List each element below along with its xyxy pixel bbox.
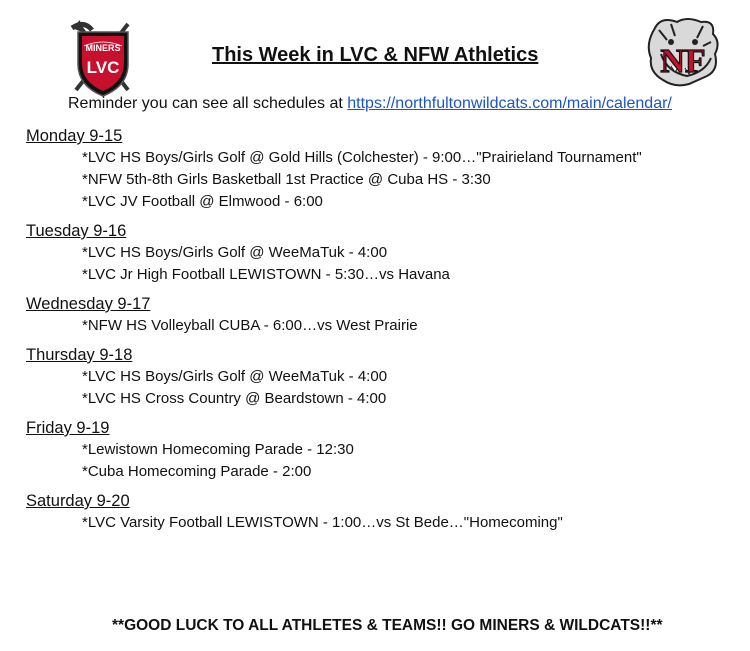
lvc-miners-logo bbox=[70, 18, 136, 98]
event-item: *Cuba Homecoming Parade - 2:00 bbox=[82, 463, 312, 480]
day-heading: Wednesday 9-17 bbox=[26, 295, 151, 313]
svg-text:LVC: LVC bbox=[86, 58, 120, 77]
day-heading: Friday 9-19 bbox=[26, 419, 110, 437]
day-monday bbox=[26, 126, 736, 213]
day-wednesday bbox=[26, 294, 736, 337]
event-item: *LVC HS Boys/Girls Golf @ WeeMaTuk - 4:00 bbox=[82, 368, 388, 385]
day-heading: Tuesday 9-16 bbox=[26, 222, 127, 240]
event-item: *LVC HS Boys/Girls Golf @ Gold Hills (Colchester) - 9:00…"Prairieland Tournament" bbox=[82, 149, 642, 166]
day-heading: Thursday 9-18 bbox=[26, 346, 133, 364]
event-item: *Lewistown Homecoming Parade - 12:30 bbox=[82, 441, 354, 458]
wildcat-nf-icon bbox=[641, 14, 723, 92]
event-item: *LVC HS Cross Country @ Beardstown - 4:00 bbox=[82, 390, 387, 407]
calendar-link[interactable]: https://northfultonwildcats.com/main/calendar/ bbox=[347, 95, 672, 112]
event-item: *LVC JV Football @ Elmwood - 6:00 bbox=[82, 193, 323, 210]
day-friday bbox=[26, 418, 736, 483]
event-item: *LVC HS Boys/Girls Golf @ WeeMaTuk - 4:00 bbox=[82, 244, 388, 261]
event-item: *LVC Jr High Football LEWISTOWN - 5:30…vs Havana bbox=[82, 266, 450, 283]
miners-shield-icon bbox=[70, 18, 136, 98]
event-item: *LVC Varsity Football LEWISTOWN - 1:00…vs St Bede…"Homecoming" bbox=[82, 514, 563, 531]
reminder-text: Reminder you can see all schedules at bbox=[68, 95, 348, 112]
nfw-wildcats-logo bbox=[641, 14, 723, 92]
event-item: *NFW HS Volleyball CUBA - 6:00…vs West Prairie bbox=[82, 317, 418, 334]
weekly-schedule bbox=[26, 126, 736, 542]
day-thursday bbox=[26, 345, 736, 410]
day-heading: Saturday 9-20 bbox=[26, 492, 130, 510]
svg-text:NF: NF bbox=[660, 43, 706, 80]
page-title: This Week in LVC & NFW Athletics bbox=[212, 44, 539, 66]
event-item: *NFW 5th-8th Girls Basketball 1st Practice @ Cuba HS - 3:30 bbox=[82, 171, 491, 188]
day-tuesday bbox=[26, 221, 736, 286]
closing-message: **GOOD LUCK TO ALL ATHLETES & TEAMS!! GO MINERS & WILDCATS!!** bbox=[112, 617, 663, 634]
svg-text:MINERS: MINERS bbox=[85, 43, 121, 53]
day-heading: Monday 9-15 bbox=[26, 127, 123, 145]
day-saturday bbox=[26, 491, 736, 534]
reminder-line bbox=[68, 95, 672, 113]
